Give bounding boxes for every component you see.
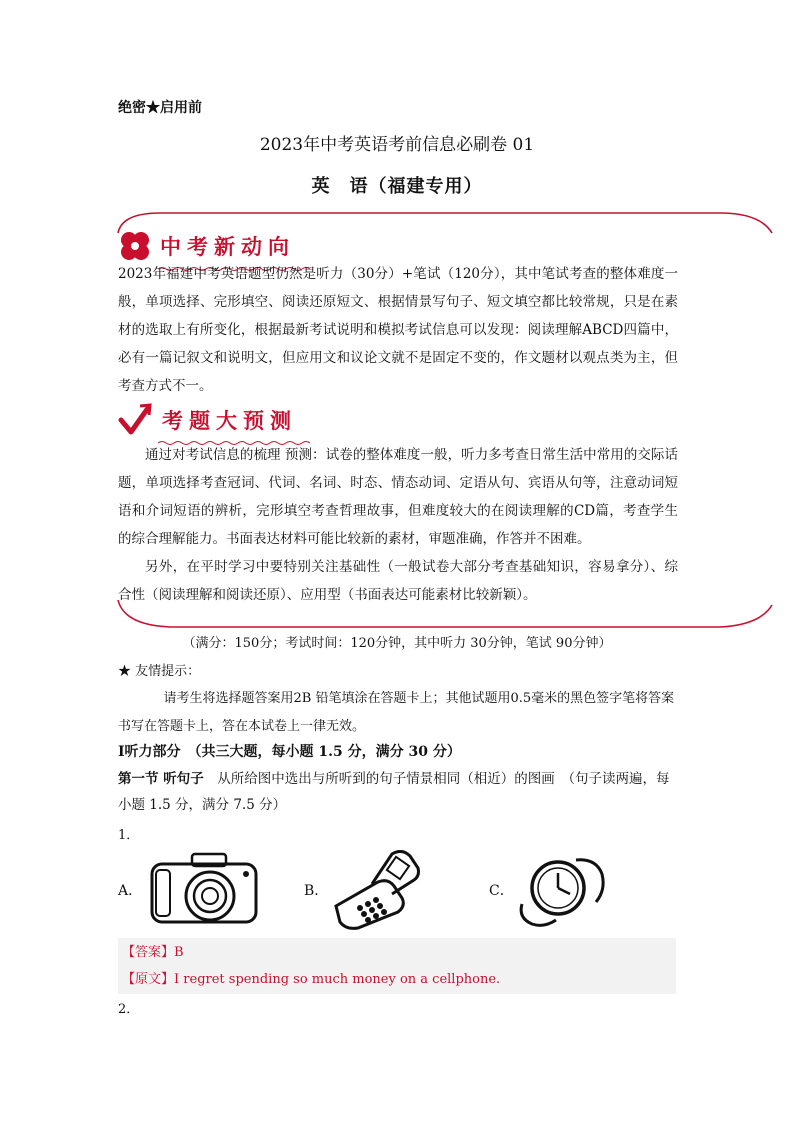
page-title: 2023年中考英语考前信息必刷卷 01 bbox=[259, 135, 535, 155]
secret-label: 绝密★启用前 bbox=[118, 100, 202, 116]
section2-title: 考题大预测 bbox=[162, 409, 297, 433]
part1-title: Ⅰ听力部分 （共三大题，每小题 1.5 分，满分 30 分） bbox=[118, 744, 461, 760]
checkmark-arrow-icon bbox=[118, 402, 154, 438]
section2-content bbox=[118, 441, 678, 609]
section2-header bbox=[118, 400, 318, 446]
original-line bbox=[122, 968, 500, 987]
option-c-label: C． bbox=[489, 883, 514, 899]
section-label: 第一节 听句子 bbox=[118, 771, 204, 787]
flower-icon bbox=[118, 229, 152, 263]
original-label: 【原文】 bbox=[122, 972, 175, 987]
section1-paragraph: 2023年福建中考英语题型仍然是听力（30分）+笔试（120分），其中笔试考查的整体难度一般，单项选择、完形填空、阅读还原短文、根据情景写句子、短文填空都比较常规，只是在素材的选取上有所变化，根据最新考试说明和模拟考试信息可以发现：阅读理解ABCD四篇中，必有一篇记叙文和说明文，但应用文和议论文就不是固定不变的，作文题材以观点类为主，但考查方式不一。 bbox=[118, 266, 678, 394]
flip-phone-icon bbox=[330, 850, 422, 930]
section-instructions bbox=[118, 766, 678, 818]
exam-info: （满分：150分；考试时间：120分钟，其中听力 30分钟，笔试 90分钟） bbox=[182, 636, 612, 651]
option-a-label: A． bbox=[118, 883, 143, 899]
answer-label: 【答案】 bbox=[122, 945, 175, 960]
page-subtitle: 英 语（福建专用） bbox=[311, 176, 483, 197]
section2-paragraph2: 另外，在平时学习中要特别关注基础性（一般试卷大部分考查基础知识，容易拿分）、综合性（阅读理解和阅读还原）、应用型（书面表达可能素材比较新颖）。 bbox=[118, 559, 678, 603]
option-b-label: B． bbox=[304, 883, 329, 899]
section-desc: 从所给图中选出与所听到的句子情景相同（相近）的图画 （句子读两遍，每小题 1.5 分，满分 7.5 分） bbox=[118, 771, 670, 813]
original-value: I regret spending so much money on a cellphone. bbox=[174, 972, 501, 987]
answer-line bbox=[122, 941, 184, 960]
wristwatch-icon bbox=[516, 850, 608, 930]
section2-paragraph1: 通过对考试信息的梳理 预测：试卷的整体难度一般，听力多考查日常生活中常用的交际话题，单项选择考查冠词、代词、名词、时态、情态动词、定语从句、宾语从句等，注意动词短语和介词短语的辨析，完形填空考查哲理故事，但难度较大的在阅读理解的CD篇，考查学生的综合理解能力。书面表达材料可能比较新的素材，审题准确，作答并不困难。 bbox=[118, 447, 678, 547]
answer-value: B bbox=[174, 945, 184, 960]
section1-title: 中考新动向 bbox=[160, 235, 295, 259]
question2-number: 2． bbox=[118, 1002, 140, 1017]
tips-heading: ★ 友情提示： bbox=[118, 664, 201, 679]
tips-body: 请考生将选择题答案用2B 铅笔填涂在答题卡上；其他试题用0.5毫米的黑色签字笔将答案书写在答题卡上，答在本试卷上一律无效。 bbox=[118, 691, 675, 734]
camera-icon bbox=[148, 850, 260, 926]
question1-number: 1． bbox=[118, 828, 140, 843]
